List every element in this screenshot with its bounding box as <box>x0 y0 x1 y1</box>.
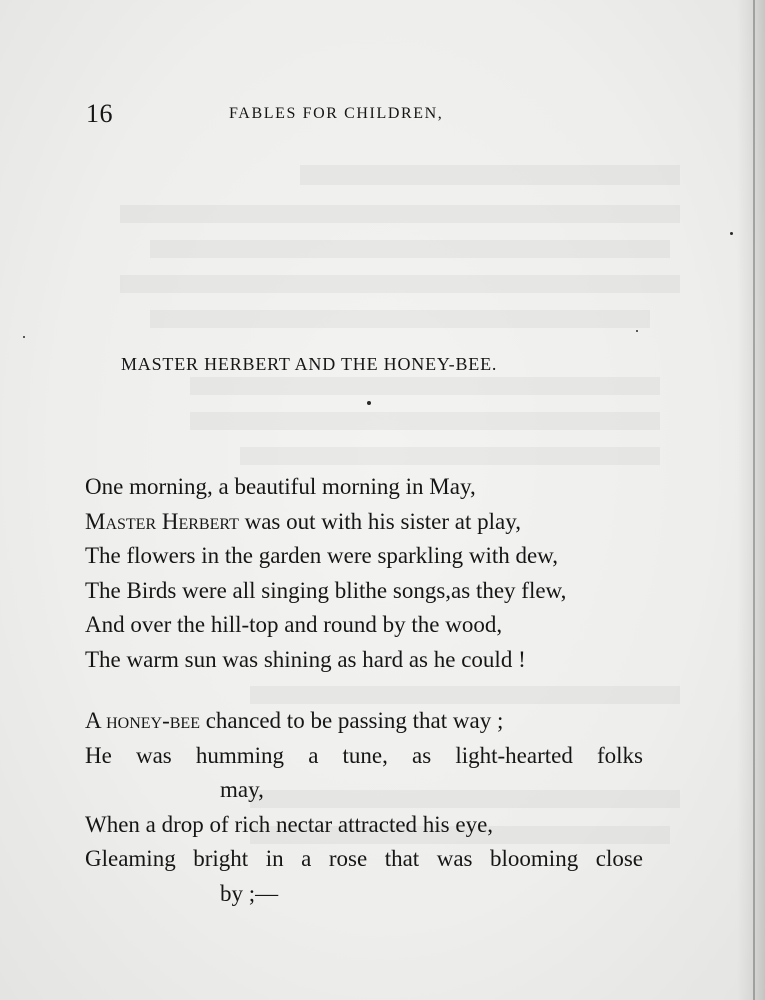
ink-speck <box>636 330 638 332</box>
ink-speck <box>367 401 371 405</box>
verse-line: The warm sun was shining as hard as he could ! <box>85 646 526 672</box>
stanza-2 <box>85 704 655 911</box>
verse-line: The flowers in the garden were sparkling with dew, <box>85 543 559 568</box>
ink-speck <box>23 336 25 338</box>
verse-line: One morning, a beautiful morning in May, <box>85 474 476 499</box>
verse-line: The Birds were all singing blithe songs,as they flew, <box>85 577 567 603</box>
verse-line: And over the hill-top and round by the wood, <box>85 612 503 637</box>
verse-line-start: A <box>85 708 107 733</box>
character-name: honey-bee <box>106 708 200 733</box>
verse-line-rest: chanced to be passing that way ; <box>199 708 504 733</box>
verse-line: He was humming a tune, as light-hearted folks <box>85 742 643 768</box>
verse-line: When a drop of rich nectar attracted his eye, <box>85 811 494 837</box>
verse-line-rest: was out with his sister at play, <box>238 508 522 534</box>
verse-line-continuation: may, <box>220 777 264 802</box>
page-number: 16 <box>86 99 113 128</box>
verse-line: Gleaming bright in a rose that was blooming close <box>85 846 643 871</box>
verse-line <box>85 704 655 739</box>
verse-line <box>85 505 655 540</box>
poem-title: MASTER HERBERT AND THE HONEY-BEE. <box>121 354 498 374</box>
verse-line-continuation: by ;— <box>220 880 279 906</box>
character-name: Master Herbert <box>85 508 239 534</box>
running-head: FABLES FOR CHILDREN, <box>229 105 444 122</box>
stanza-1 <box>85 470 655 677</box>
ink-speck <box>730 232 733 235</box>
